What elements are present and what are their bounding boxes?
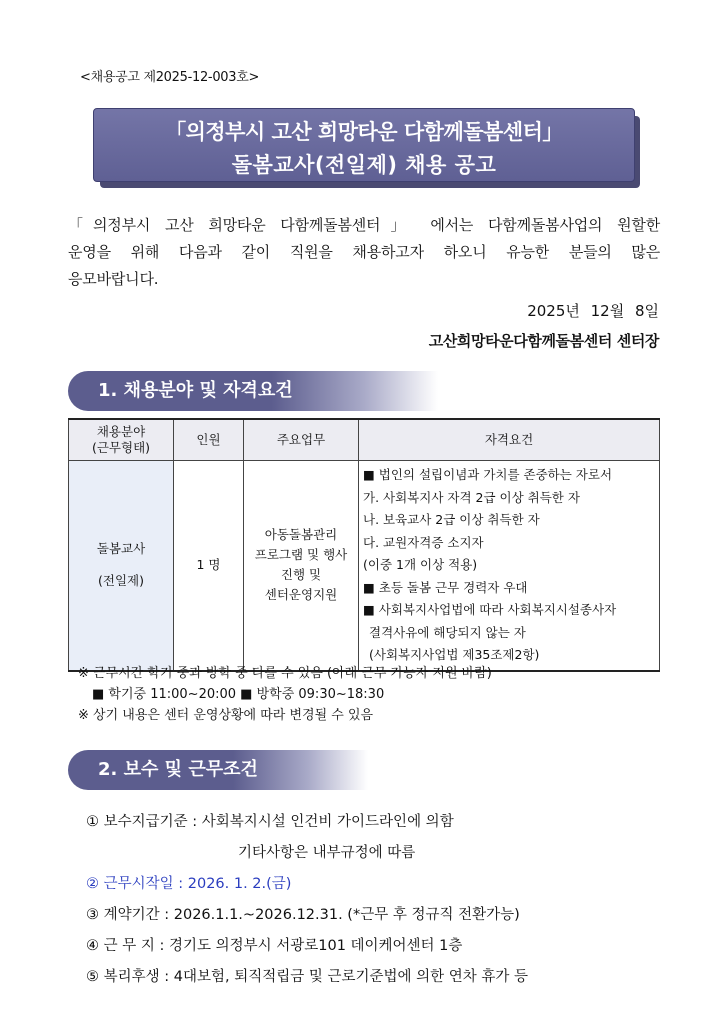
notice-number: <채용공고 제2025-12-003호> [80, 70, 260, 85]
table-row [69, 461, 660, 671]
qualification-line: (이중 1개 이상 적용) [363, 557, 478, 572]
intro-line-2: 운영을 위해 다음과 같이 직원을 채용하고자 하오니 유능한 분들의 많은 [68, 243, 660, 261]
qualification-line: ■ 법인의 설립이념과 가치를 존중하는 자로서 [363, 467, 613, 482]
header-qualifications: 자격요건 [359, 419, 660, 461]
work-conditions-list [86, 807, 528, 993]
cell-duties [244, 461, 359, 671]
cell-count: 1 명 [174, 461, 244, 671]
condition-start-date: ② 근무시작일 : 2026. 1. 2.(금) [86, 876, 292, 892]
title-line-2: 돌봄교사(전일제) 채용 공고 [231, 153, 497, 177]
requirements-table [68, 418, 660, 672]
qualification-line: 나. 보육교사 2급 이상 취득한 자 [363, 512, 540, 527]
section-1-heading: 1. 채용분야 및 자격요건 [68, 371, 438, 411]
header-field-line-1: 채용분야 [96, 424, 146, 439]
duty-line: 프로그램 및 행사 [254, 547, 348, 563]
header-count: 인원 [174, 419, 244, 461]
condition-welfare: ⑤ 복리후생 : 4대보험, 퇴직적립금 및 근로기준법에 의한 연차 휴가 등 [86, 969, 528, 985]
cell-role [69, 461, 174, 671]
condition-location: ④ 근 무 지 : 경기도 의정부시 서광로101 데이케어센터 1층 [86, 938, 463, 954]
table-header-row [69, 419, 660, 461]
qualification-line: 다. 교원자격증 소지자 [363, 534, 484, 550]
table-notes [78, 663, 492, 726]
duty-line: 센터운영지원 [264, 587, 338, 603]
header-duties: 주요업무 [244, 419, 359, 461]
section-2-heading: 2. 보수 및 근무조건 [68, 750, 368, 790]
qualification-line: 결격사유에 해당되지 않는 자 [369, 624, 526, 640]
role-type: (전일제) [98, 573, 144, 589]
note-work-hours: ※ 근무시간 학기 중과 방학 중 다를 수 있음 (아래 근무 가능자 지원 바람) [78, 666, 492, 681]
role-name: 돌봄교사 [96, 541, 146, 557]
organization-signature: 고산희망타운다함께돌봄센터 센터장 [428, 332, 659, 350]
condition-contract: ③ 계약기간 : 2026.1.1.~2026.12.31. (*근무 후 정규직 전환가능) [86, 907, 520, 923]
intro-paragraph [68, 212, 660, 293]
cell-qualifications [359, 461, 660, 671]
qualification-line: 가. 사회복지사 자격 2급 이상 취득한 자 [363, 489, 580, 505]
qualification-line: (사회복지사업법 제35조제2항) [369, 647, 540, 662]
duty-line: 진행 및 [280, 567, 322, 583]
note-change: ※ 상기 내용은 센터 운영상황에 따라 변경될 수 있음 [78, 708, 374, 723]
title-banner [93, 108, 635, 182]
note-schedule: ■ 학기중 11:00~20:00 ■ 방학중 09:30~18:30 [92, 687, 385, 702]
intro-line-1: 「의정부시 고산 희망타운 다함께돌봄센터」 에서는 다함께돌봄사업의 원할한 [68, 216, 660, 234]
title-line-1: 「의정부시 고산 희망타운 다함께돌봄센터」 [165, 120, 563, 144]
header-field-line-2: (근무형태) [91, 440, 151, 455]
announcement-date: 2025년 12월 8일 [527, 302, 659, 320]
qualification-line: ■ 사회복지사업법에 따라 사회복지시설종사자 [363, 602, 617, 617]
header-field [69, 419, 174, 461]
intro-line-3: 응모바랍니다. [68, 270, 159, 288]
condition-pay-sub: 기타사항은 내부규정에 따름 [238, 845, 416, 861]
qualification-line: ■ 초등 돌봄 근무 경력자 우대 [363, 579, 528, 595]
condition-pay: ① 보수지급기준 : 사회복지시설 인건비 가이드라인에 의함 [86, 814, 454, 830]
duty-line: 아동돌봄관리 [264, 527, 338, 543]
